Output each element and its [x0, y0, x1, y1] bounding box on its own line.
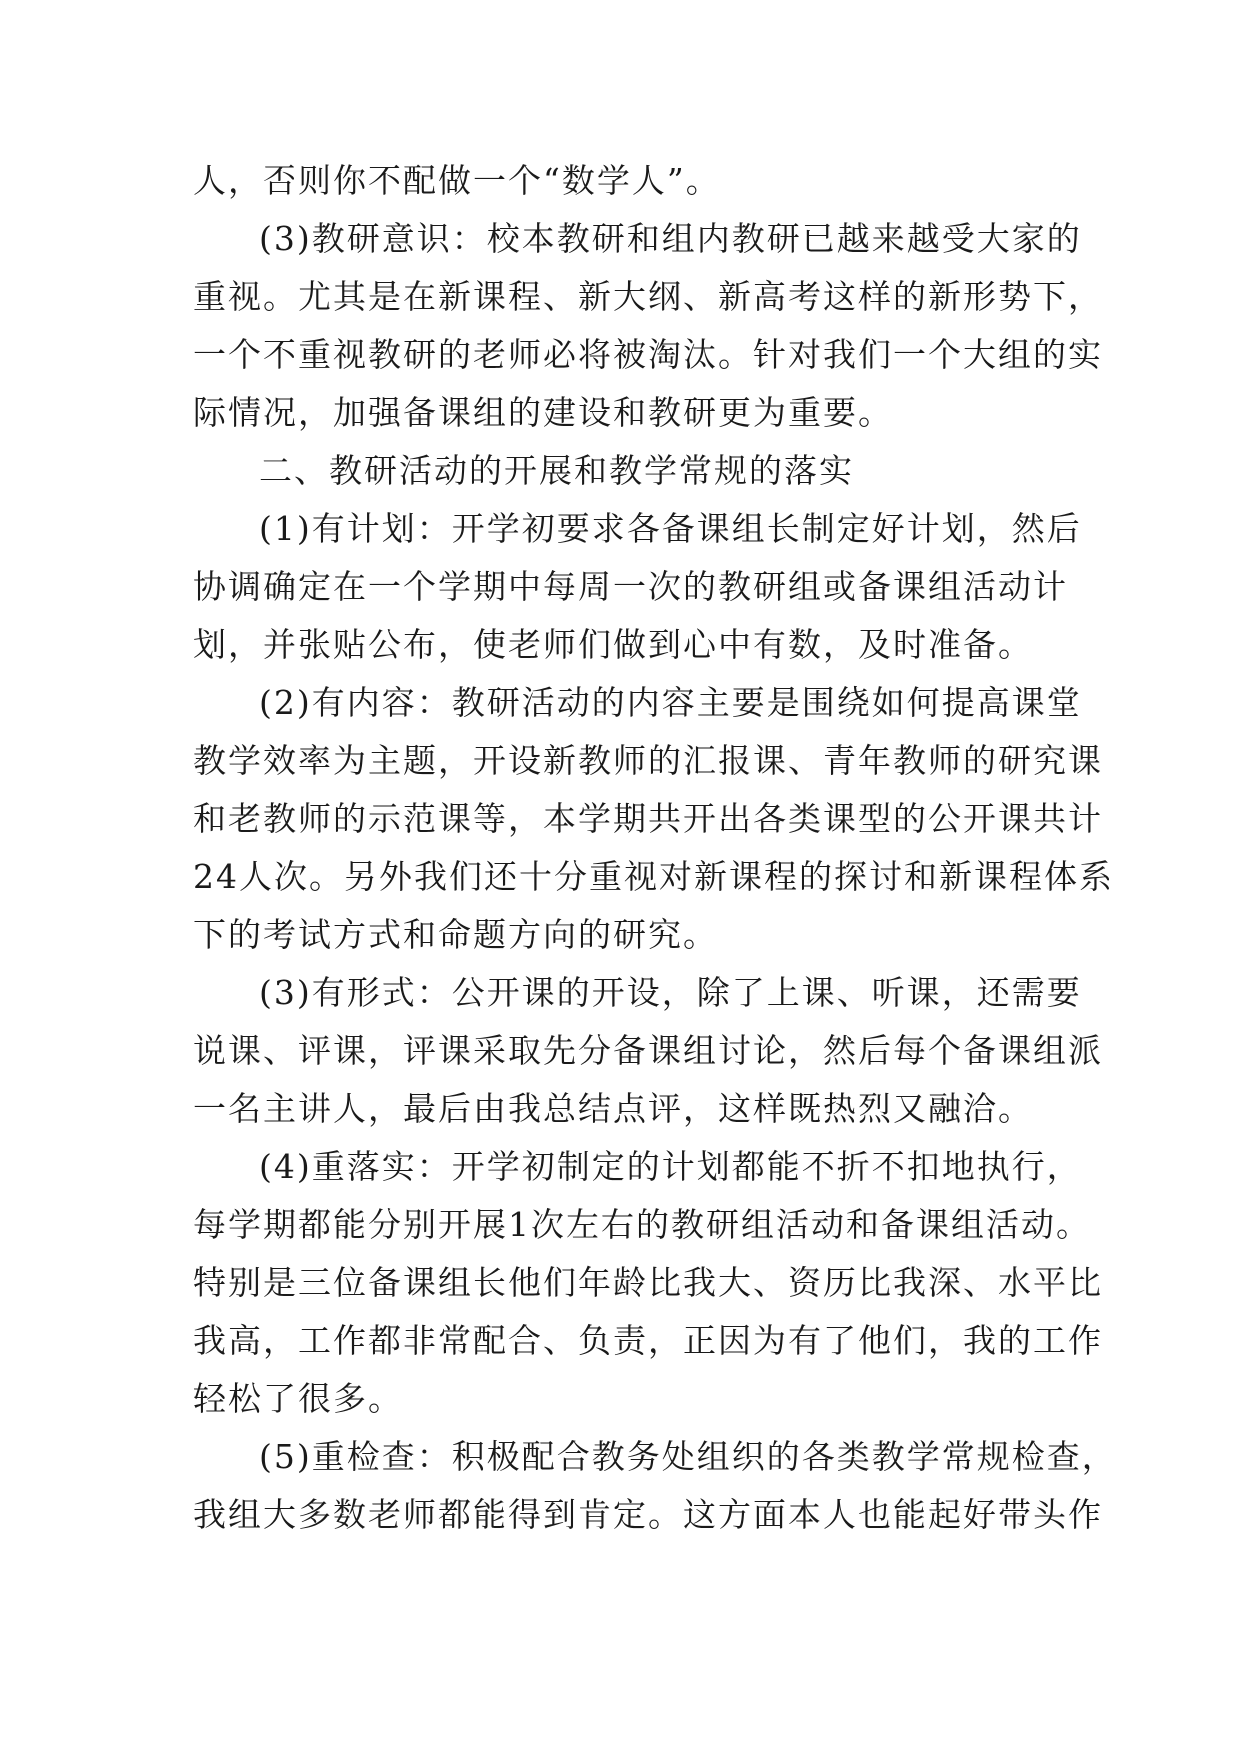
text-line: 教学效率为主题，开设新教师的汇报课、青年教师的研究课	[193, 741, 1103, 780]
text-line: 划，并张贴公布，使老师们做到心中有数，及时准备。	[193, 625, 1033, 664]
text-line: 我高，工作都非常配合、负责，正因为有了他们，我的工作	[193, 1321, 1103, 1360]
text-line: 一名主讲人，最后由我总结点评，这样既热烈又融洽。	[193, 1089, 1033, 1128]
section-heading: 二、教研活动的开展和教学常规的落实	[259, 451, 854, 490]
text-line: 说课、评课，评课采取先分备课组讨论，然后每个备课组派	[193, 1031, 1103, 1070]
text-line: 我组大多数老师都能得到肯定。这方面本人也能起好带头作	[193, 1495, 1103, 1534]
text-line: 际情况，加强备课组的建设和教研更为重要。	[193, 393, 893, 432]
text-line: 下的考试方式和命题方向的研究。	[193, 915, 718, 954]
text-line: (3)教研意识：校本教研和组内教研已越来越受大家的	[259, 219, 1082, 258]
text-line: 特别是三位备课组长他们年龄比我大、资历比我深、水平比	[193, 1263, 1103, 1302]
text-line: (1)有计划：开学初要求各备课组长制定好计划，然后	[259, 509, 1082, 548]
text-line: 一个不重视教研的老师必将被淘汰。针对我们一个大组的实	[193, 335, 1103, 374]
text-line: 轻松了很多。	[193, 1379, 403, 1418]
text-line: 协调确定在一个学期中每周一次的教研组或备课组活动计	[193, 567, 1068, 606]
text-line: 和老教师的示范课等，本学期共开出各类课型的公开课共计	[193, 799, 1103, 838]
body-text	[193, 152, 1117, 1544]
text-line: 重视。尤其是在新课程、新大纲、新高考这样的新形势下，	[193, 277, 1103, 316]
text-line: 人，否则你不配做一个“数学人”。	[193, 161, 721, 200]
text-line: (2)有内容：教研活动的内容主要是围绕如何提高课堂	[259, 683, 1082, 722]
text-line: (3)有形式：公开课的开设，除了上课、听课，还需要	[259, 973, 1082, 1012]
text-line: 24人次。另外我们还十分重视对新课程的探讨和新课程体系	[193, 857, 1114, 896]
text-line: 每学期都能分别开展1次左右的教研组活动和备课组活动。	[193, 1205, 1091, 1244]
text-line: (4)重落实：开学初制定的计划都能不折不扣地执行，	[259, 1147, 1082, 1186]
text-line: (5)重检查：积极配合教务处组织的各类教学常规检查，	[259, 1437, 1117, 1476]
